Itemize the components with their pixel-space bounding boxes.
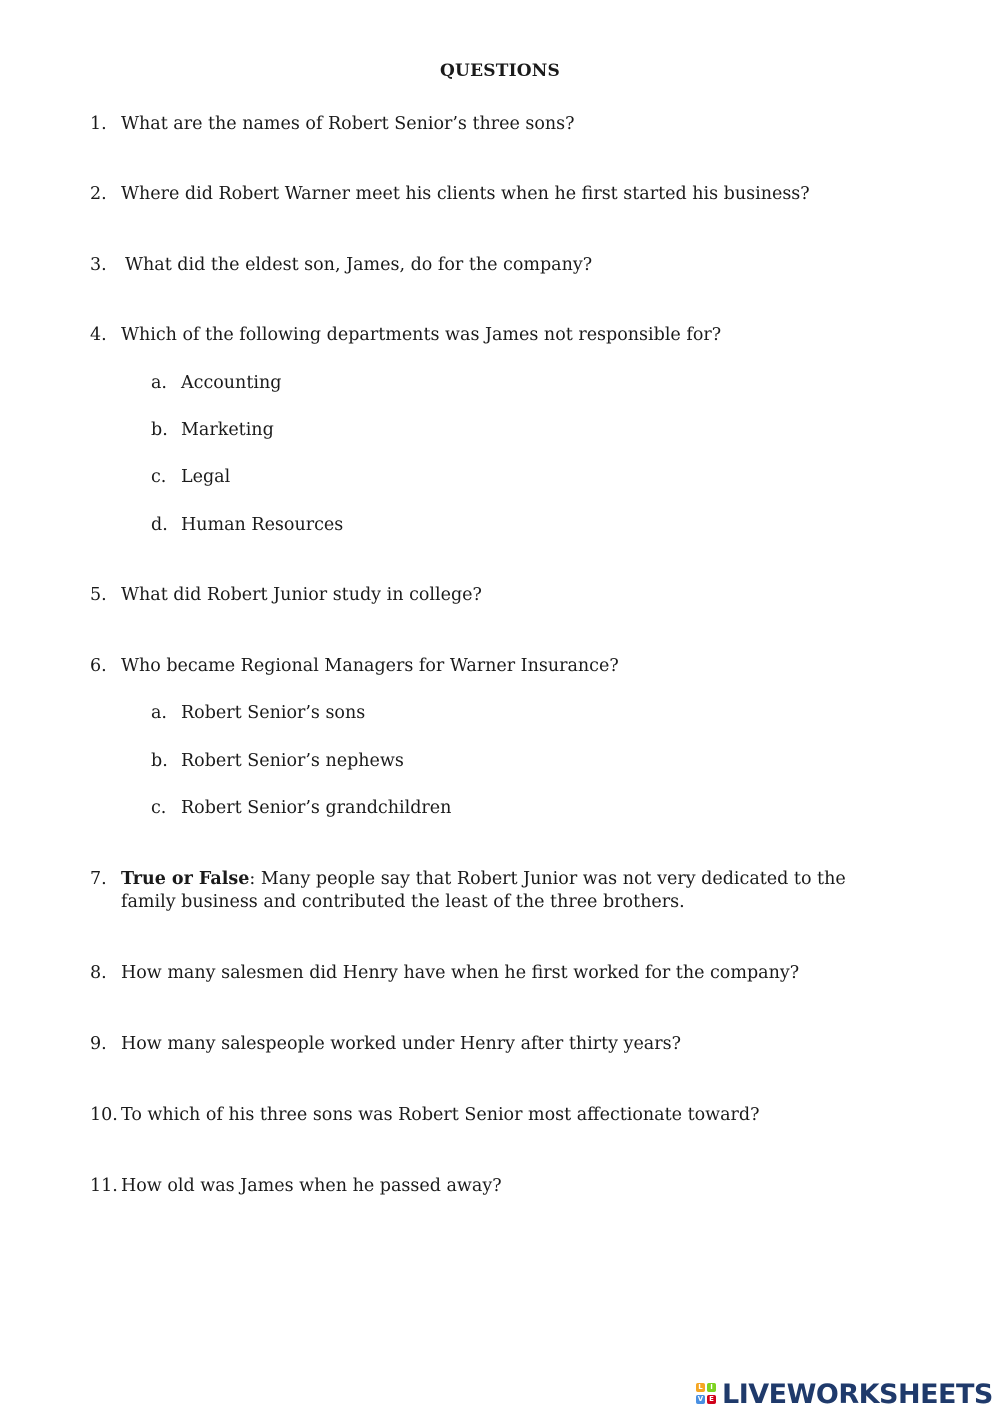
question-3 bbox=[90, 254, 890, 277]
option-letter: a. bbox=[151, 373, 167, 393]
question-11 bbox=[90, 1175, 890, 1198]
question-number: 11. bbox=[90, 1176, 118, 1196]
question-number: 6. bbox=[90, 656, 107, 676]
question-number: 3. bbox=[90, 255, 107, 275]
question-number: 5. bbox=[90, 585, 107, 605]
question-text-rest: : Many people say that Robert Junior was not very dedicated to the family business and contributed the least of the three brothers. bbox=[121, 869, 846, 912]
question-number: 8. bbox=[90, 963, 107, 983]
question-text: To which of his three sons was Robert Senior most affectionate toward? bbox=[121, 1105, 760, 1125]
question-8 bbox=[90, 962, 890, 985]
question-text: What did the eldest son, James, do for the company? bbox=[125, 255, 593, 275]
option-text: Marketing bbox=[181, 420, 274, 440]
page-title: QUESTIONS bbox=[440, 61, 560, 81]
option-4c bbox=[151, 466, 230, 489]
option-6a bbox=[151, 702, 365, 725]
option-4a bbox=[151, 372, 281, 395]
option-letter: b. bbox=[151, 751, 168, 771]
liveworksheets-logo bbox=[696, 1376, 993, 1412]
question-10 bbox=[90, 1104, 890, 1127]
logo-text: LIVEWORKSHEETS bbox=[722, 1378, 993, 1410]
question-2 bbox=[90, 183, 890, 206]
question-4 bbox=[90, 324, 890, 347]
question-number: 1. bbox=[90, 114, 107, 134]
question-5 bbox=[90, 584, 890, 607]
question-number: 7. bbox=[90, 869, 107, 889]
question-number: 4. bbox=[90, 325, 107, 345]
question-number: 2. bbox=[90, 184, 107, 204]
question-text: Which of the following departments was James not responsible for? bbox=[121, 325, 722, 345]
question-7 bbox=[90, 868, 900, 914]
option-letter: b. bbox=[151, 420, 168, 440]
question-1 bbox=[90, 113, 890, 136]
question-6 bbox=[90, 655, 890, 678]
option-text: Accounting bbox=[181, 373, 282, 393]
option-letter: a. bbox=[151, 703, 167, 723]
option-text: Legal bbox=[181, 467, 231, 487]
option-6c bbox=[151, 797, 451, 820]
option-letter: d. bbox=[151, 515, 168, 535]
question-9 bbox=[90, 1033, 890, 1056]
question-text: How old was James when he passed away? bbox=[121, 1176, 502, 1196]
question-text: Where did Robert Warner meet his clients when he first started his business? bbox=[121, 184, 810, 204]
option-letter: c. bbox=[151, 798, 167, 818]
option-text: Human Resources bbox=[181, 515, 344, 535]
question-text: What did Robert Junior study in college? bbox=[121, 585, 482, 605]
question-number: 9. bbox=[90, 1034, 107, 1054]
question-text: How many salespeople worked under Henry after thirty years? bbox=[121, 1034, 681, 1054]
option-letter: c. bbox=[151, 467, 167, 487]
logo-icon: L I V E bbox=[696, 1380, 720, 1408]
question-text: How many salesmen did Henry have when he first worked for the company? bbox=[121, 963, 800, 983]
question-text bbox=[121, 868, 900, 914]
true-false-label: True or False bbox=[121, 869, 250, 889]
option-text: Robert Senior’s grandchildren bbox=[181, 798, 452, 818]
option-text: Robert Senior’s sons bbox=[181, 703, 366, 723]
question-text: What are the names of Robert Senior’s three sons? bbox=[121, 114, 575, 134]
option-4b bbox=[151, 419, 274, 442]
option-text: Robert Senior’s nephews bbox=[181, 751, 404, 771]
question-number: 10. bbox=[90, 1105, 118, 1125]
option-6b bbox=[151, 750, 404, 773]
option-4d bbox=[151, 514, 343, 537]
question-text: Who became Regional Managers for Warner Insurance? bbox=[121, 656, 619, 676]
